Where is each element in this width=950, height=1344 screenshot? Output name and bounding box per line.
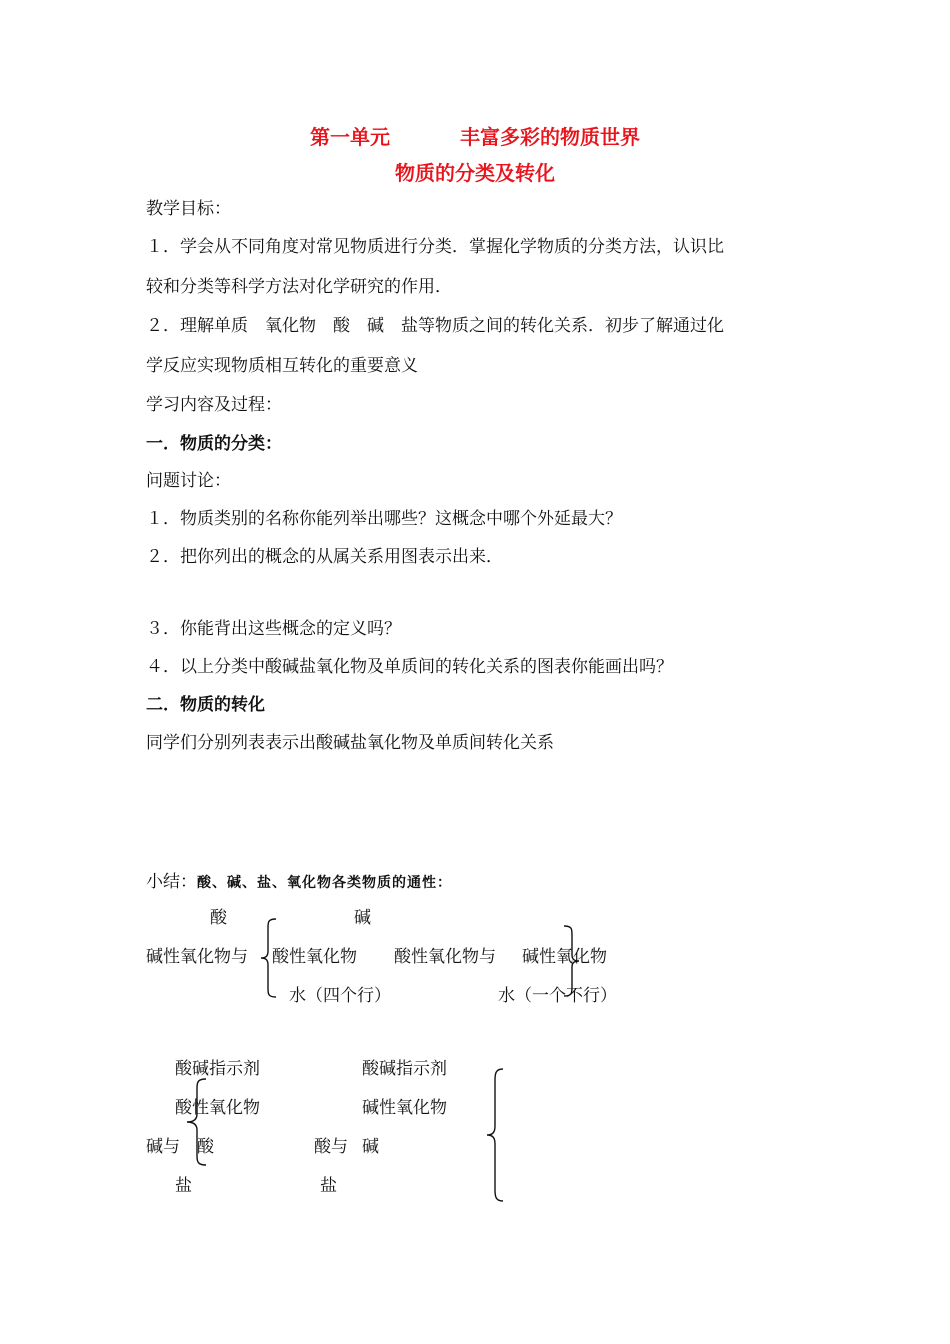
g2-right-item-3: 碱 xyxy=(362,1137,379,1157)
objective-1-line-2: 较和分类等科学方法对化学研究的作用． xyxy=(146,277,452,297)
g1-top-left: 酸 xyxy=(210,908,227,928)
left-brace-icon xyxy=(258,918,280,998)
left-brace-3-icon xyxy=(485,1068,507,1202)
section-2-heading: 二．物质的转化 xyxy=(146,695,265,715)
g2-right-item-1: 酸碱指示剂 xyxy=(362,1059,447,1079)
objective-2-line-2: 学反应实现物质相互转化的重要意义 xyxy=(146,356,418,376)
question-2: ２．把你列出的概念的从属关系用图表示出来． xyxy=(146,547,503,567)
unit-title-row xyxy=(0,124,950,150)
section-2-text: 同学们分别列表表示出酸碱盐氧化物及单质间转化关系 xyxy=(146,733,554,753)
g1-left-subject: 碱性氧化物与 xyxy=(146,947,248,967)
summary-label: 小结： xyxy=(146,872,197,892)
g2-left-item-2: 酸性氧化物 xyxy=(175,1098,260,1118)
unit-title: 丰富多彩的物质世界 xyxy=(460,125,640,149)
lesson-title: 物质的分类及转化 xyxy=(395,161,555,185)
discussion-heading: 问题讨论： xyxy=(146,471,231,491)
g1-top-right: 碱 xyxy=(354,908,371,928)
g2-left-item-4: 盐 xyxy=(175,1176,192,1196)
g2-left-subject: 碱与 xyxy=(146,1137,180,1157)
summary-bold-text: 酸、碱、盐、氧化物各类物质的通性： xyxy=(197,875,452,891)
left-brace-2-icon xyxy=(184,1078,210,1166)
g2-right-subject: 酸与 xyxy=(314,1137,348,1157)
question-4: ４．以上分类中酸碱盐氧化物及单质间的转化关系的图表你能画出吗？ xyxy=(146,657,673,677)
process-heading: 学习内容及过程： xyxy=(146,395,282,415)
g2-right-item-4: 盐 xyxy=(320,1176,337,1196)
objective-1-line-1: １．学会从不同角度对常见物质进行分类．掌握化学物质的分类方法，认识比 xyxy=(146,237,724,257)
g1-left-mid: 酸性氧化物 xyxy=(272,947,357,967)
objectives-heading: 教学目标： xyxy=(146,199,231,219)
objective-2-line-1: ２．理解单质 氧化物 酸 碱 盐等物质之间的转化关系．初步了解通过化 xyxy=(146,316,724,336)
question-1: １．物质类别的名称你能列举出哪些？这概念中哪个外延最大？ xyxy=(146,509,622,529)
g2-left-item-1: 酸碱指示剂 xyxy=(175,1059,260,1079)
g1-right-subject: 酸性氧化物与 xyxy=(394,947,496,967)
question-3: ３．你能背出这些概念的定义吗？ xyxy=(146,619,401,639)
section-1-heading: 一．物质的分类： xyxy=(146,434,282,454)
unit-label: 第一单元 xyxy=(310,125,390,149)
g1-right-mid: 碱性氧化物 xyxy=(522,947,607,967)
g1-right-bottom: 水（一个不行） xyxy=(498,986,617,1006)
g2-left-item-3: 酸 xyxy=(197,1137,214,1157)
g1-left-bottom: 水（四个行） xyxy=(289,986,391,1006)
right-brace-icon xyxy=(560,925,582,997)
g2-right-item-2: 碱性氧化物 xyxy=(362,1098,447,1118)
summary-line xyxy=(146,871,452,894)
